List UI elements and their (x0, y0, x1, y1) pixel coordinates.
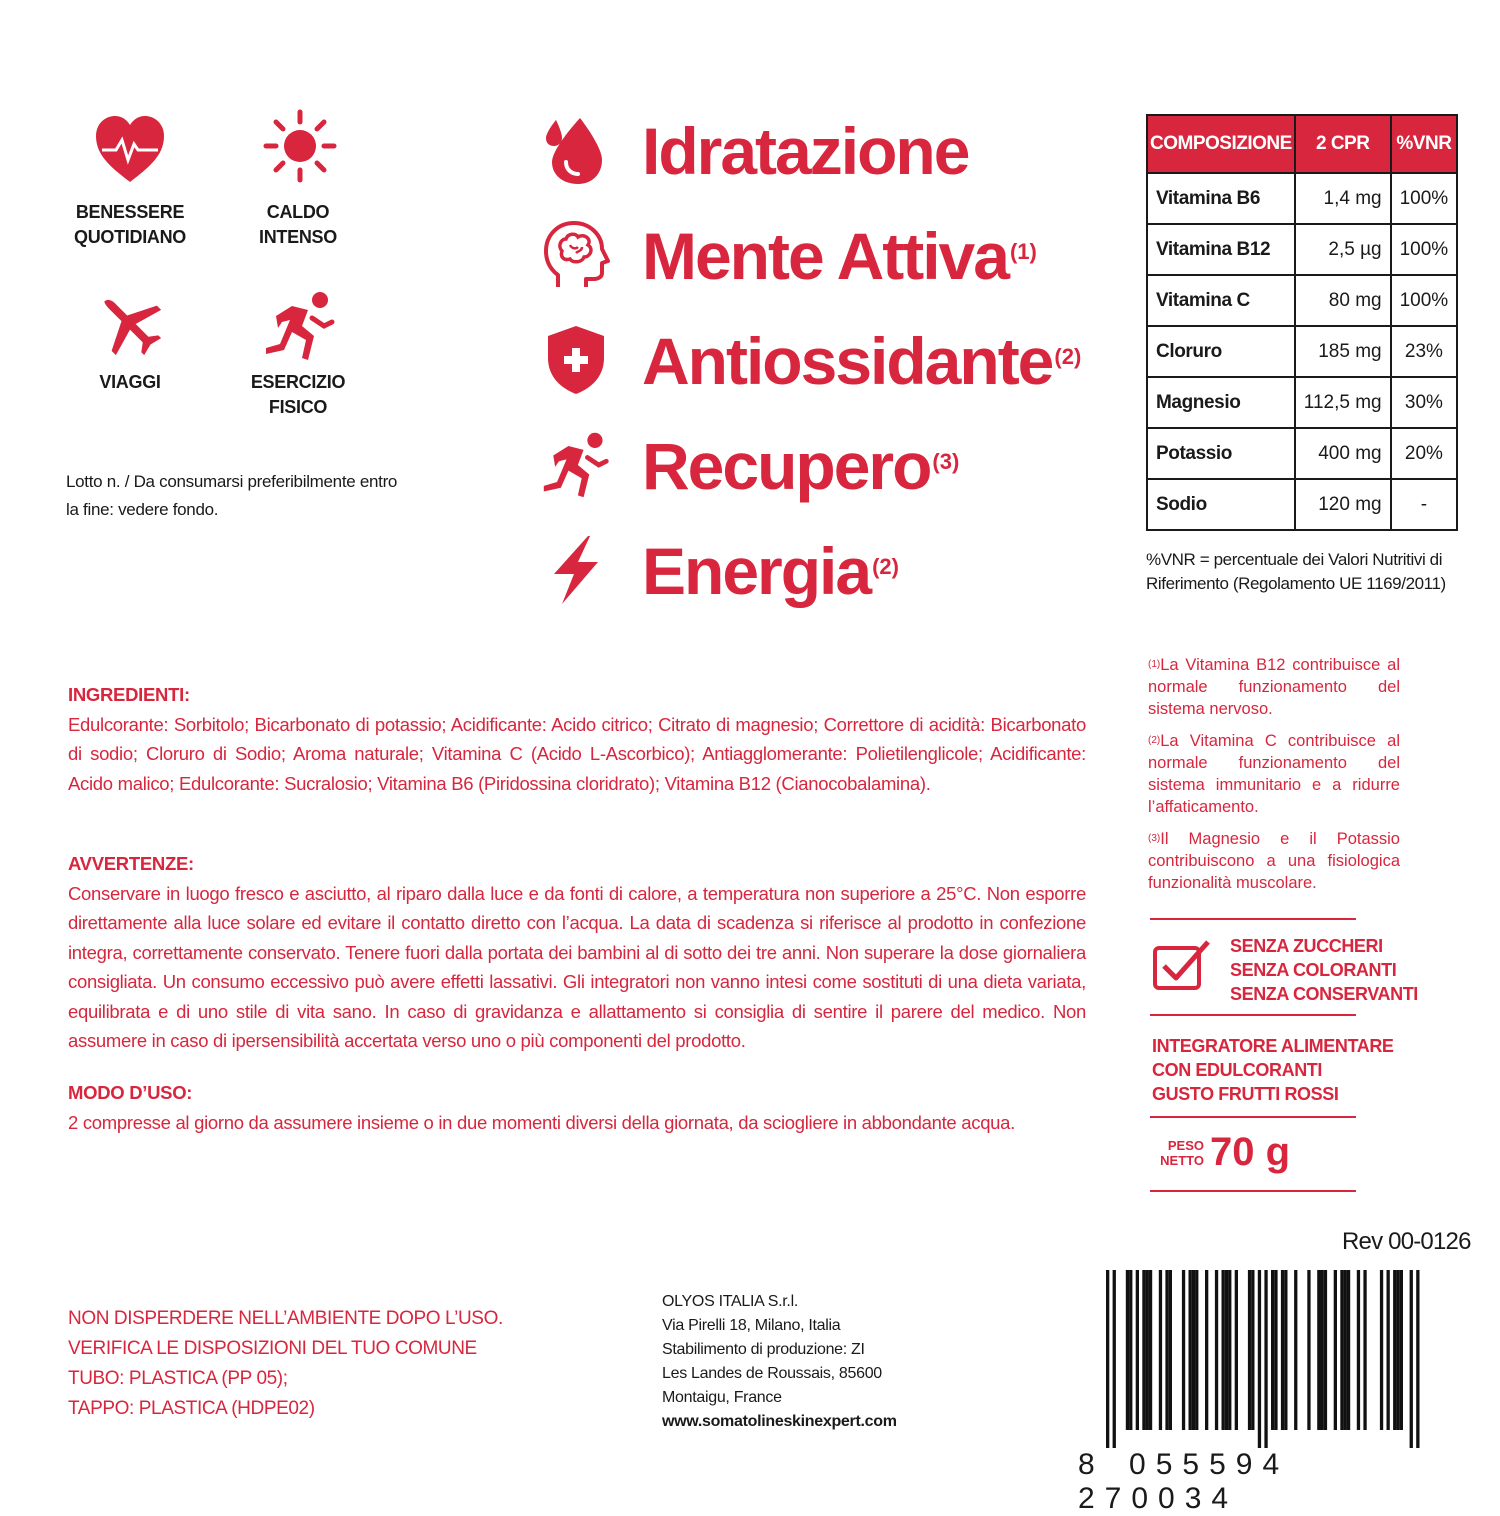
section-text: Edulcorante: Sorbitolo; Bicarbonato di potassio; Acidificante: Acido citrico; Citrato di magnesio; Correttore di acidità: Bicarbonato di sodio; Cloruro di Sodio; Aroma naturale; Vitamina C (Acido L-Ascorbico); Antiagglomerante: Polietilenglicole; Acidificante: Acido malico; Edulcorante: Sucralosio; Vitamina B6 (Piridossina cloridrato); Vitamina B12 (Cianocobalamina). (68, 713, 1086, 794)
barcode-bar (1294, 1270, 1297, 1430)
barcode-bar (1182, 1270, 1185, 1430)
barcode-bar (1317, 1270, 1320, 1430)
footnote-text: Il Magnesio e il Potassio contribuiscono a una fisiologica funzionalità muscolare. (1148, 830, 1400, 892)
nutrient-qty: 1,4 mg (1295, 173, 1391, 224)
benefit-note: (2) (872, 554, 899, 579)
runner-icon (540, 429, 612, 501)
vnr-note: %VNR = percentuale dei Valori Nutritivi di Riferimento (Regolamento UE 1169/2011) (1146, 550, 1446, 593)
benefit-label-text: Energia (642, 534, 871, 608)
recycling-line: TAPPO: PLASTICA (HDPE02) (68, 1398, 315, 1419)
barcode-bar (1126, 1270, 1129, 1430)
table-row (1147, 377, 1457, 428)
product-type-line: GUSTO FRUTTI ROSSI (1152, 1084, 1339, 1104)
footnote (1148, 828, 1400, 894)
usage-label-line: BENESSERE QUOTIDIANO (74, 202, 186, 247)
table-row (1147, 428, 1457, 479)
barcode-bar (1222, 1270, 1225, 1430)
lotto-text: Lotto n. / Da consumarsi preferibilmente entro la fine: vedere fondo. (66, 472, 398, 519)
table-row (1147, 479, 1457, 530)
benefit-label (642, 106, 968, 196)
nutrient-qty: 2,5 µg (1295, 224, 1391, 275)
table-header: COMPOSIZIONE (1147, 115, 1295, 173)
divider (1150, 1014, 1356, 1016)
net-weight-label-line: NETTO (1160, 1153, 1204, 1168)
barcode-bar (1225, 1270, 1228, 1430)
nutrient-qty: 120 mg (1295, 479, 1391, 530)
barcode-bar (1380, 1270, 1383, 1430)
barcode-bar (1324, 1270, 1327, 1430)
barcode-bar (1149, 1270, 1152, 1430)
benefit-note: (2) (1054, 344, 1082, 369)
company-website: www.somatolineskinexpert.com (662, 1413, 897, 1430)
checkbox-check-icon (1152, 938, 1212, 992)
footnote-mark: (2) (1148, 735, 1161, 746)
barcode-bar (1340, 1270, 1343, 1430)
footnote (1148, 730, 1400, 818)
revision-code: Rev 00-0126 (1342, 1228, 1471, 1255)
nutrient-vnr: 23% (1391, 326, 1458, 377)
barcode-bar (1307, 1270, 1310, 1430)
barcode-bar (1205, 1270, 1208, 1430)
usage-label-line: CALDO INTENSO (259, 202, 337, 247)
nutrient-name: Cloruro (1147, 326, 1295, 377)
nutrient-vnr: 100% (1391, 173, 1458, 224)
barcode-bar (1142, 1270, 1145, 1430)
barcode-bar (1129, 1270, 1132, 1430)
benefit-note: (3) (932, 449, 960, 474)
barcode-bar (1274, 1270, 1277, 1430)
sun-icon (262, 108, 338, 184)
warnings-section: AVVERTENZE: Conservare in luogo fresco e asciutto, al riparo dalla luce e da fonti di calore, a temperatura non superiore a 25°C. Non esporre direttamente alla luce solare ed evitare il contatto diretto con l’acqua. La data di scadenza si riferisce al prodotto in confezione integra, correttamente conservato. Tenere fuori dalla portata dei bambini al di sotto dei tre anni. Non superare la dose giornaliera consigliata. Un consumo eccessivo può avere effetti lassativi. Gli integratori non vanno intesi come sostituti di una dieta variata, equilibrata e di uno stile di vita sano. In caso di gravidanza e allattamento si consiglia di sentire il parere del medico. Non assumere in caso di ipersensibilità accertata verso uno o più componenti del prodotto. (68, 853, 1086, 1051)
recycling-info (68, 1304, 503, 1424)
net-weight-label (1156, 1138, 1204, 1168)
recycling-line: TUBO: PLASTICA (PP 05); (68, 1368, 288, 1389)
claim-line: SENZA COLORANTI (1230, 960, 1397, 980)
barcode-bar (1195, 1270, 1198, 1430)
nutrient-name: Vitamina B6 (1147, 173, 1295, 224)
barcode-bar (1410, 1270, 1413, 1448)
benefit-mente-attiva (540, 211, 1100, 307)
usage-label-line: VIAGGI (99, 372, 161, 392)
footnote-text: La Vitamina B12 contribuisce al normale funzionamento del sistema nervoso. (1148, 656, 1400, 718)
shield-cross-icon (540, 324, 612, 396)
nutrient-vnr: 20% (1391, 428, 1458, 479)
barcode-bar (1400, 1270, 1403, 1430)
net-weight-label-line: PESO (1167, 1138, 1204, 1153)
benefit-label-text: Idratazione (642, 114, 969, 188)
barcode-bar (1357, 1270, 1360, 1430)
barcode-bar (1136, 1270, 1139, 1430)
barcode-bar (1393, 1270, 1396, 1430)
barcode-bar (1106, 1270, 1109, 1448)
nutrient-name: Vitamina B12 (1147, 224, 1295, 275)
barcode-bar (1113, 1270, 1116, 1448)
nutrient-qty: 185 mg (1295, 326, 1391, 377)
benefit-label (642, 211, 1037, 301)
net-weight-value: 70 g (1210, 1130, 1291, 1174)
airplane-icon (92, 286, 168, 362)
barcode-bar (1387, 1270, 1390, 1430)
section-title: AVVERTENZE (68, 853, 189, 874)
benefit-idratazione (540, 106, 1100, 202)
company-line: OLYOS ITALIA S.r.l. (662, 1293, 798, 1310)
divider (1150, 1116, 1356, 1118)
benefit-energia (540, 526, 1100, 622)
usage-label (50, 370, 210, 395)
table-row (1147, 275, 1457, 326)
benefit-label-text: Recupero (642, 429, 931, 503)
company-line: Les Landes de Roussais, 85600 (662, 1365, 882, 1382)
footnote-mark: (3) (1148, 833, 1161, 844)
nutrient-vnr: 100% (1391, 224, 1458, 275)
claim-line: SENZA ZUCCHERI (1230, 936, 1383, 956)
nutrient-vnr: - (1391, 479, 1458, 530)
section-text: 2 compresse al giorno da assumere insieme o in due momenti diversi della giornata, da sciogliere in abbondante acqua. (68, 1111, 1016, 1133)
barcode-bar (1215, 1270, 1218, 1430)
barcode-bar (1347, 1270, 1350, 1430)
barcode (1078, 1270, 1458, 1450)
footnote (1148, 654, 1400, 720)
barcode-bar (1159, 1270, 1162, 1430)
barcode-bar (1416, 1270, 1419, 1448)
barcode-bar (1192, 1270, 1195, 1430)
footnote-mark: (1) (1148, 659, 1161, 670)
barcode-bar (1228, 1270, 1231, 1430)
barcode-bar (1248, 1270, 1251, 1430)
barcode-bar (1146, 1270, 1149, 1430)
usage-section: MODO D’USO: 2 compresse al giorno da assumere insieme o in due momenti diversi della giornata, da sciogliere in abbondante acqua. (68, 1082, 1016, 1133)
nutrient-qty: 80 mg (1295, 275, 1391, 326)
nutrient-name: Vitamina C (1147, 275, 1295, 326)
footnotes (1148, 654, 1400, 904)
nutrient-vnr: 30% (1391, 377, 1458, 428)
barcode-bar (1363, 1270, 1366, 1430)
table-row (1147, 224, 1457, 275)
barcode-digits (1078, 1448, 1458, 1516)
benefit-antiossidante (540, 316, 1100, 412)
nutrient-qty: 112,5 mg (1295, 377, 1391, 428)
barcode-bar (1189, 1270, 1192, 1430)
barcode-bar (1258, 1270, 1261, 1448)
barcode-bar (1271, 1270, 1274, 1430)
benefit-label (642, 421, 959, 511)
table-header-row (1147, 115, 1457, 173)
product-type-line: CON EDULCORANTI (1152, 1060, 1322, 1080)
table-row (1147, 326, 1457, 377)
barcode-bar (1396, 1270, 1399, 1430)
table-header: %VNR (1391, 115, 1458, 173)
company-line: Montaigu, France (662, 1389, 782, 1406)
heart-pulse-icon (92, 112, 168, 188)
lightning-icon (540, 534, 612, 606)
benefit-recupero (540, 421, 1100, 517)
barcode-bar (1344, 1270, 1347, 1430)
table-header: 2 CPR (1295, 115, 1391, 173)
barcode-bar (1281, 1270, 1284, 1430)
barcode-bar (1334, 1270, 1337, 1430)
divider (1150, 918, 1356, 920)
benefit-label (642, 526, 899, 616)
barcode-bar (1321, 1270, 1324, 1430)
recycling-line: VERIFICA LE DISPOSIZIONI DEL TUO COMUNE (68, 1338, 477, 1359)
usage-label (218, 370, 378, 420)
nutrient-name: Sodio (1147, 479, 1295, 530)
barcode-bar (1169, 1270, 1172, 1430)
benefit-label (642, 316, 1081, 406)
barcode-bar (1251, 1270, 1254, 1430)
benefit-note: (1) (1009, 239, 1037, 264)
barcode-bar (1284, 1270, 1287, 1430)
table-row (1147, 173, 1457, 224)
divider (1150, 1190, 1356, 1192)
usage-label (218, 200, 378, 250)
company-line: Via Pirelli 18, Milano, Italia (662, 1317, 841, 1334)
barcode-digits-text: 8 055594 270034 (1078, 1448, 1290, 1515)
nutrient-name: Potassio (1147, 428, 1295, 479)
company-line: Stabilimento di produzione: ZI (662, 1341, 865, 1358)
section-title: MODO D’USO (68, 1082, 187, 1103)
usage-label-line: ESERCIZIO FISICO (250, 372, 346, 417)
product-type-line: INTEGRATORE ALIMENTARE (1152, 1036, 1394, 1056)
runner-icon (262, 288, 338, 364)
recycling-line: NON DISPERDERE NELL’AMBIENTE DOPO L’USO. (68, 1308, 503, 1329)
free-claims (1230, 934, 1418, 1006)
composition-table (1146, 114, 1458, 531)
barcode-bar (1165, 1270, 1168, 1430)
section-title: INGREDIENTI (68, 684, 184, 705)
product-type (1152, 1034, 1394, 1106)
water-drop-icon (540, 114, 612, 186)
benefit-label-text: Mente Attiva (642, 219, 1008, 293)
barcode-bar (1235, 1270, 1238, 1430)
brain-head-icon (540, 219, 612, 291)
claim-line: SENZA CONSERVANTI (1230, 984, 1418, 1004)
nutrient-qty: 400 mg (1295, 428, 1391, 479)
benefit-label-text: Antiossidante (642, 324, 1053, 398)
usage-label (50, 200, 210, 250)
nutrient-name: Magnesio (1147, 377, 1295, 428)
footnote-text: La Vitamina C contribuisce al normale funzionamento del sistema immunitario e a ridurre l’affaticamento. (1148, 732, 1400, 816)
nutrient-vnr: 100% (1391, 275, 1458, 326)
section-text: Conservare in luogo fresco e asciutto, al riparo dalla luce e da fonti di calore, a temperatura non superiore a 25°C. Non esporre direttamente alla luce solare ed evitare il contatto diretto con l’acqua. La data di scadenza si riferisce al prodotto in confezione integra, correttamente conservato. Tenere fuori dalla portata dei bambini al di sotto dei tre anni. Non superare la dose giornaliera consigliata. Un consumo eccessivo può avere effetti lassativi. Gli integratori non vanno intesi come sostituti di una dieta variata, equilibrata e di uno stile di vita sano. In caso di gravidanza e allattamento si consiglia di sentire il parere del medico. Non assumere in caso di ipersensibilità accertata verso uno o più componenti del prodotto. (68, 882, 1086, 1051)
company-info (662, 1290, 897, 1434)
ingredients-section: INGREDIENTI: Edulcorante: Sorbitolo; Bicarbonato di potassio; Acidificante: Acido citrico; Citrato di magnesio; Correttore di acidità: Bicarbonato di sodio; Cloruro di Sodio; Aroma naturale; Vitamina C (Acido L-Ascorbico); Antiagglomerante: Polietilenglicole; Acidificante: Acido malico; Edulcorante: Sucralosio; Vitamina B6 (Piridossina cloridrato); Vitamina B12 (Cianocobalamina). (68, 684, 1086, 794)
barcode-bar (1264, 1270, 1267, 1448)
